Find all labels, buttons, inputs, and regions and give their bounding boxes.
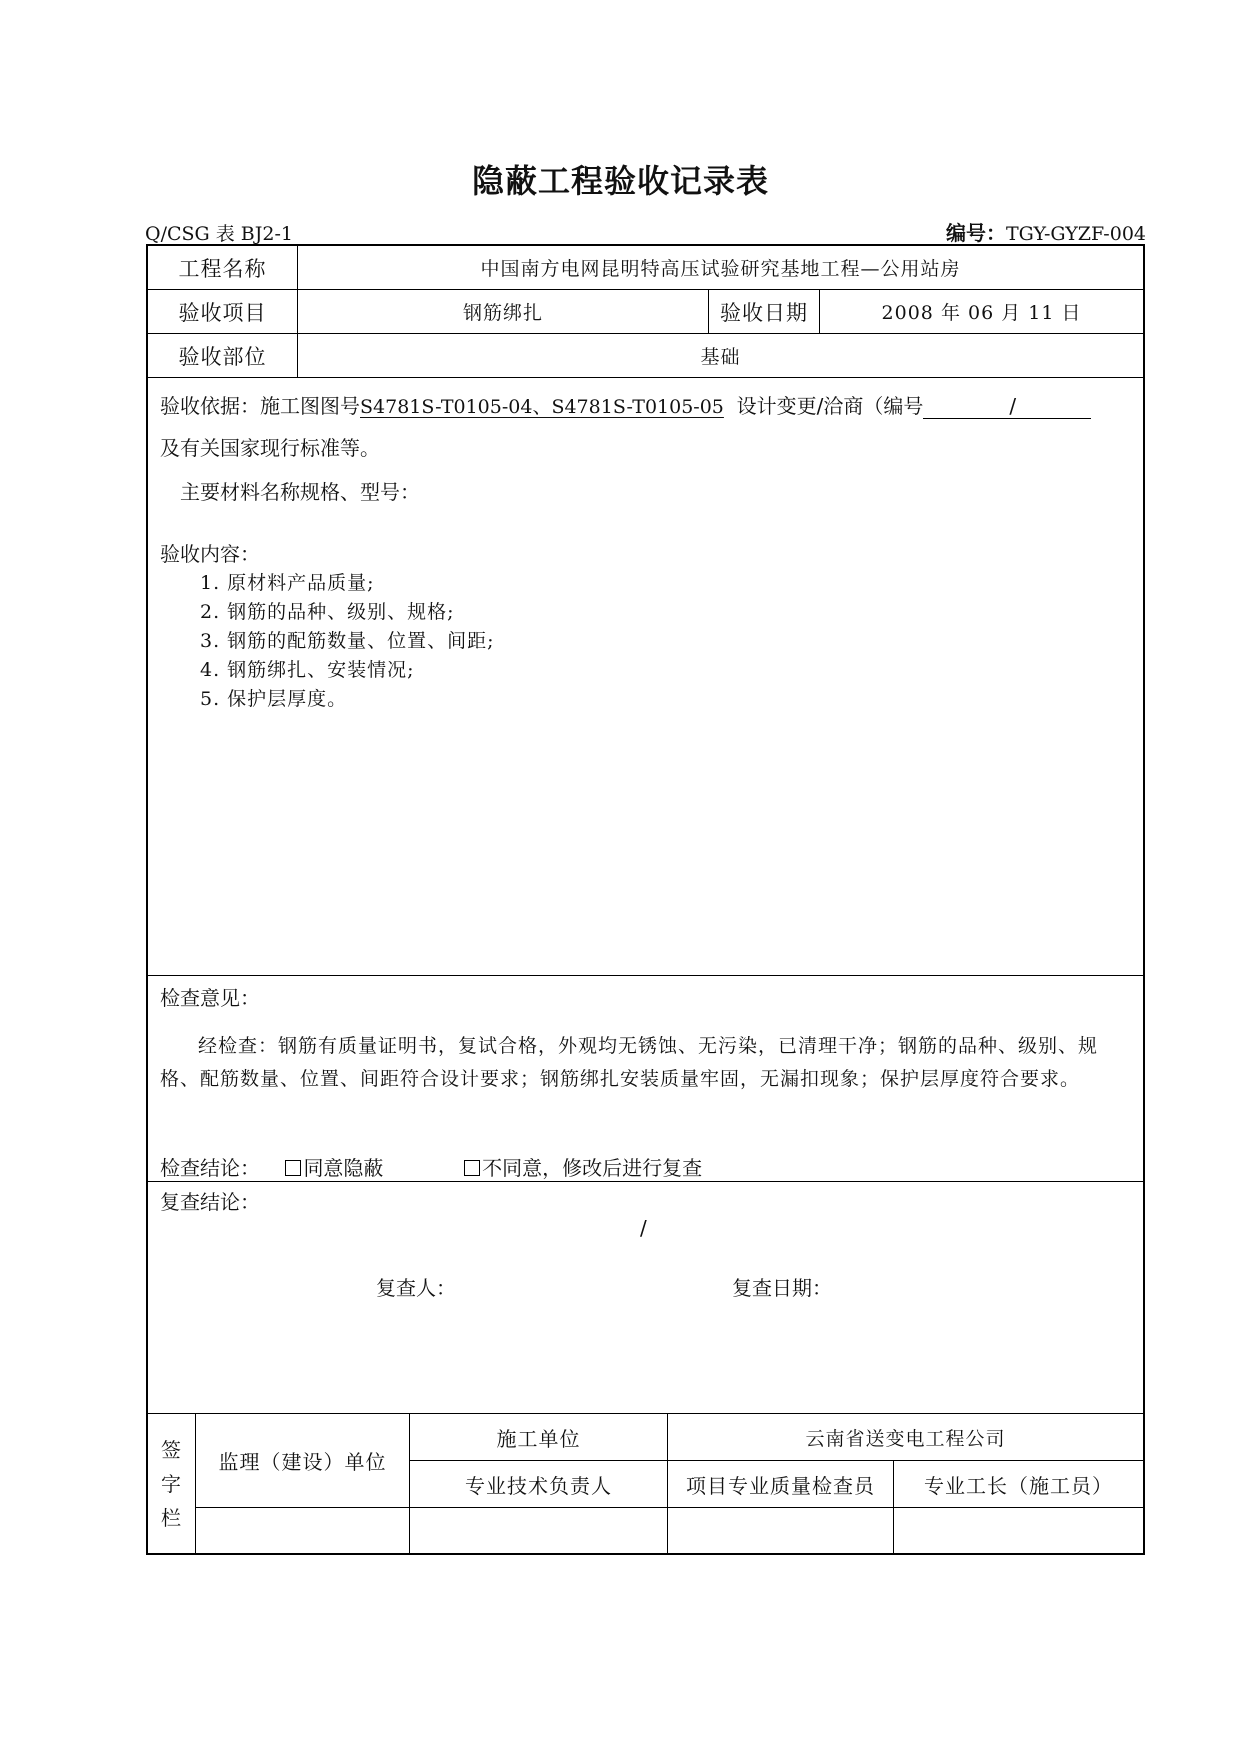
inspection-label: 检查意见： bbox=[160, 986, 260, 1010]
disagree-checkbox[interactable] bbox=[464, 1160, 480, 1176]
change-value: / bbox=[1009, 394, 1017, 418]
basis-prefix: 验收依据：施工图图号 bbox=[160, 394, 360, 418]
inspection-text: 经检查：钢筋有质量证明书，复试合格，外观均无锈蚀、无污染，已清理干净；钢筋的品种、级别、规格、配筋数量、位置、间距符合设计要求；钢筋绑扎安装质量牢固，无漏扣现象；保护层厚度符合要求。 bbox=[160, 1035, 1099, 1090]
qc-inspector-label: 项目专业质量检查员 bbox=[668, 1461, 894, 1508]
serial-value: TGY-GYZF-004 bbox=[1006, 223, 1146, 245]
basis-suffix: 及有关国家现行标准等。 bbox=[160, 436, 380, 460]
part-row bbox=[148, 334, 1143, 378]
serial-label: 编号： bbox=[946, 221, 1006, 245]
recheck-block bbox=[148, 1182, 1143, 1301]
basis-line bbox=[160, 390, 1091, 419]
content-label: 验收内容： bbox=[160, 542, 260, 566]
part-value: 基础 bbox=[700, 346, 741, 368]
signature-side-label bbox=[148, 1414, 196, 1554]
contractor-label: 施工单位 bbox=[410, 1414, 668, 1461]
content-item-4: 4. 钢筋绑扎、安装情况; bbox=[200, 659, 415, 681]
foreman-label: 专业工长（施工员） bbox=[894, 1461, 1143, 1508]
agree-label: 同意隐蔽 bbox=[303, 1156, 384, 1180]
form-code: Q/CSG 表 BJ2-1 bbox=[145, 223, 293, 245]
content-item-2: 2. 钢筋的品种、级别、规格; bbox=[200, 601, 455, 623]
serial-number bbox=[946, 217, 1146, 246]
change-field bbox=[923, 396, 1091, 419]
agree-checkbox[interactable] bbox=[285, 1160, 301, 1176]
item-row bbox=[148, 290, 1143, 334]
side-char-3: 栏 bbox=[161, 1506, 182, 1530]
conclusion-line bbox=[160, 1152, 702, 1181]
supervisor-signature[interactable] bbox=[196, 1508, 410, 1554]
recheck-label: 复查结论： bbox=[160, 1190, 260, 1214]
recheck-date-label: 复查日期： bbox=[732, 1276, 832, 1300]
content-item-1: 1. 原材料产品质量; bbox=[200, 572, 375, 594]
record-sheet bbox=[146, 244, 1145, 1555]
supervisor-label: 监理（建设）单位 bbox=[196, 1414, 410, 1508]
inspection-block bbox=[148, 976, 1143, 1182]
project-value: 中国南方电网昆明特高压试验研究基地工程—公用站房 bbox=[480, 258, 961, 280]
side-char-2: 字 bbox=[161, 1472, 182, 1496]
page-title: 隐蔽工程验收记录表 bbox=[471, 162, 769, 200]
materials-label: 主要材料名称规格、型号： bbox=[180, 480, 420, 504]
side-char-1: 签 bbox=[161, 1438, 182, 1462]
basis-drawings: S4781S-T0105-04、S4781S-T0105-05 bbox=[360, 396, 724, 418]
project-label: 工程名称 bbox=[148, 246, 298, 289]
foreman-signature[interactable] bbox=[894, 1508, 1143, 1554]
part-label: 验收部位 bbox=[148, 334, 298, 377]
basis-block bbox=[148, 378, 1143, 976]
content-item-5: 5. 保护层厚度。 bbox=[200, 688, 348, 710]
tech-lead-label: 专业技术负责人 bbox=[410, 1461, 668, 1508]
contractor-value: 云南省送变电工程公司 bbox=[668, 1414, 1143, 1461]
date-value: 2008 年 06 月 11 日 bbox=[881, 302, 1082, 324]
item-value: 钢筋绑扎 bbox=[298, 290, 709, 333]
recheck-person-label: 复查人： bbox=[376, 1276, 456, 1300]
date-label: 验收日期 bbox=[709, 290, 820, 333]
item-label: 验收项目 bbox=[148, 290, 298, 333]
conclusion-label: 检查结论： bbox=[160, 1156, 260, 1180]
disagree-label: 不同意，修改后进行复查 bbox=[482, 1156, 703, 1180]
project-row bbox=[148, 246, 1143, 290]
change-label: 设计变更/洽商（编号 bbox=[736, 394, 924, 418]
recheck-value: / bbox=[640, 1216, 647, 1240]
tech-lead-signature[interactable] bbox=[410, 1508, 668, 1554]
content-item-3: 3. 钢筋的配筋数量、位置、间距; bbox=[200, 630, 495, 652]
qc-inspector-signature[interactable] bbox=[668, 1508, 894, 1554]
signature-grid bbox=[148, 1413, 1143, 1553]
